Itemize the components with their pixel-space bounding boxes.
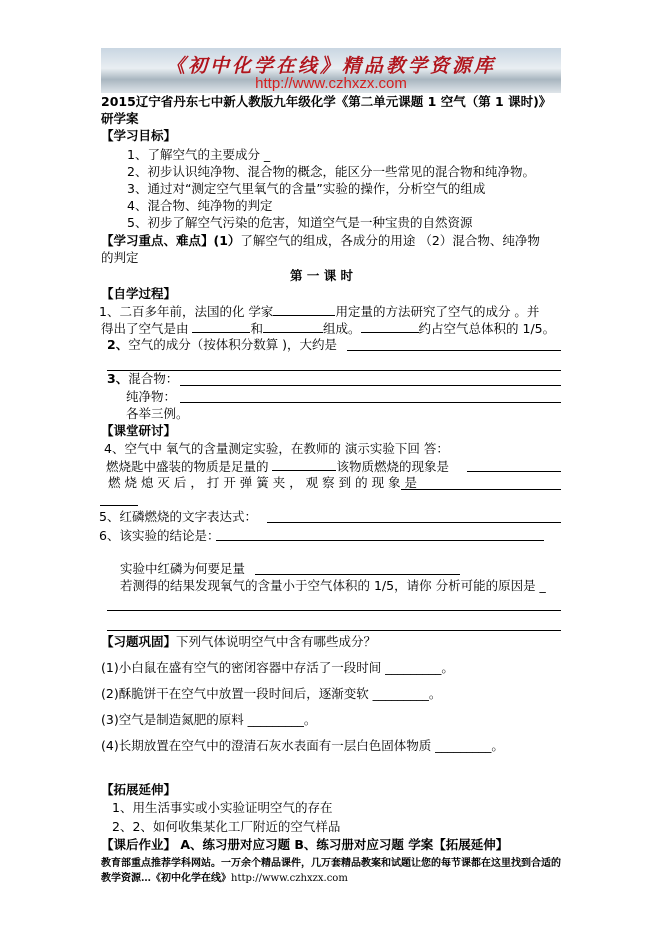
answer-line[interactable] [100,505,138,506]
q4-text: 燃烧匙中盛装的物质是足量的 [106,459,273,474]
answer-line[interactable] [347,350,561,351]
practice-heading: 【习题巩固】 [101,634,177,649]
q1-text: 得出了空气是由 [101,321,193,336]
doc-title: 2015辽宁省丹东七中新人教版九年级化学《第二单元课题 1 空气（第 1 课时)》 [101,94,552,109]
goal-item: 5、初步了解空气污染的危害，知道空气是一种宝贵的自然资源 [127,215,473,230]
practice-intro: 下列气体说明空气中含有哪些成分？ [176,634,377,649]
goal-item: 3、通过对“测定空气里氧气的含量”实验的操作，分析空气的组成 [127,181,486,196]
keypoints-text: 了解空气的组成，各成分的用途 （2）混合物、纯净物 [240,233,540,248]
self-study-heading: 【自学过程】 [101,286,177,301]
q1-text: 组成。 [323,321,361,336]
question-5: 5、红磷燃烧的文字表达式： [99,509,257,524]
class-heading: 【课堂研讨】 [101,423,177,438]
question-4a [106,458,449,475]
q1-text: 约占空气总体积的 1/5。 [418,321,556,336]
banner-title: 《初中化学在线》精品教学资源库 [165,55,496,77]
extend-heading: 【拓展延伸】 [101,782,177,797]
question-8: 若测得的结果发现氧气的含量小于空气体积的 1/5，请你 分析可能的原因是 _ [120,578,546,593]
footer-line: 教育部重点推荐学科网站。一万余个精品课件，几万套精品教案和试题让您的每节课都在这里找到合适的 [101,858,561,869]
footer-line [101,872,348,886]
answer-line[interactable] [107,610,561,611]
goal-item: 1、了解空气的主要成分 _ [127,147,271,162]
question-4c: 燃 烧 熄 灭 后 ， 打 开 弹 簧 夹 ， 观 察 到 的 现 象 是 [108,475,418,490]
extend-item: 1、用生活事实或小实验证明空气的存在 [112,800,333,815]
q3-pure-label: 纯净物： [126,389,177,404]
practice-item: (4)长期放置在空气中的澄清石灰水表面有一层白色固体物质 _________。 [101,738,504,753]
practice-item: (1)小白鼠在盛有空气的密闭容器中存活了一段时间 _________。 [101,660,454,675]
question-1-cont [101,320,555,337]
question-3 [107,371,178,387]
goals-heading: 【学习目标】 [101,128,177,143]
extend-item: 2、2、如何收集某化工厂附近的空气样品 [112,819,341,834]
q1-text: 和 [250,321,263,336]
q3-mixture-label: 混合物： [128,371,179,386]
practice [101,634,376,650]
answer-blank[interactable] [272,458,336,471]
answer-line[interactable] [180,385,561,386]
site-banner[interactable] [101,48,561,93]
answer-blank[interactable] [263,320,323,333]
lesson-title: 第 一 课 时 [290,268,354,283]
q3-num: 3、 [107,371,129,386]
keypoints-heading: 【学习重点、难点】(1） [101,233,241,248]
keypoints [101,233,540,249]
q4-text: 该物质燃烧的现象是 [336,459,449,474]
answer-line[interactable] [180,402,561,403]
question-4: 4、空气中 氧气的含量测定实验，在教师的 演示实验下回 答： [104,441,449,456]
banner-url[interactable]: http://www.czhxzx.com [255,75,407,92]
answer-line[interactable] [216,540,544,541]
footer-text: 教学资源…《初中化学在线》 [101,873,231,884]
answer-blank[interactable] [361,320,419,333]
goal-item: 2、初步认识纯净物、混合物的概念，能区分一些常见的混合物和纯净物。 [127,164,535,179]
q1-text: 1、二百多年前，法国的化 学家 [99,304,274,319]
answer-line[interactable] [267,522,561,523]
q1-text: 用定量的方法研究了空气的成分 。并 [335,304,540,319]
practice-item: (2)酥脆饼干在空气中放置一段时间后，逐渐变软 _________。 [101,686,442,701]
question-6: 6、该实验的结论是： [99,528,220,543]
answer-line[interactable] [255,574,460,575]
footer-url[interactable]: http://www.czhxzx.com [231,873,348,884]
practice-item: (3)空气是制造氮肥的原料 _________。 [101,712,317,727]
q2-num: 2、 [107,337,129,352]
question-2 [107,337,337,353]
doc-title-cont: 研学案 [101,111,139,126]
question-7: 实验中红磷为何要足量 [120,561,246,576]
question-1 [99,303,539,320]
q3-note: 各举三例。 [126,406,189,421]
answer-blank[interactable] [273,303,335,316]
goal-item: 4、混合物、纯净物的判定 [127,198,273,213]
answer-blank[interactable] [192,320,250,333]
answer-line[interactable] [107,630,561,631]
homework: 【课后作业】 A、练习册对应习题 B、练习册对应习题 学案【拓展延伸】 [101,837,509,852]
q2-text: 空气的成分（按体积分数算 )，大约是 [128,337,338,352]
answer-line[interactable] [467,471,561,472]
answer-line[interactable] [401,489,561,490]
keypoints-cont: 的判定 [101,250,139,265]
